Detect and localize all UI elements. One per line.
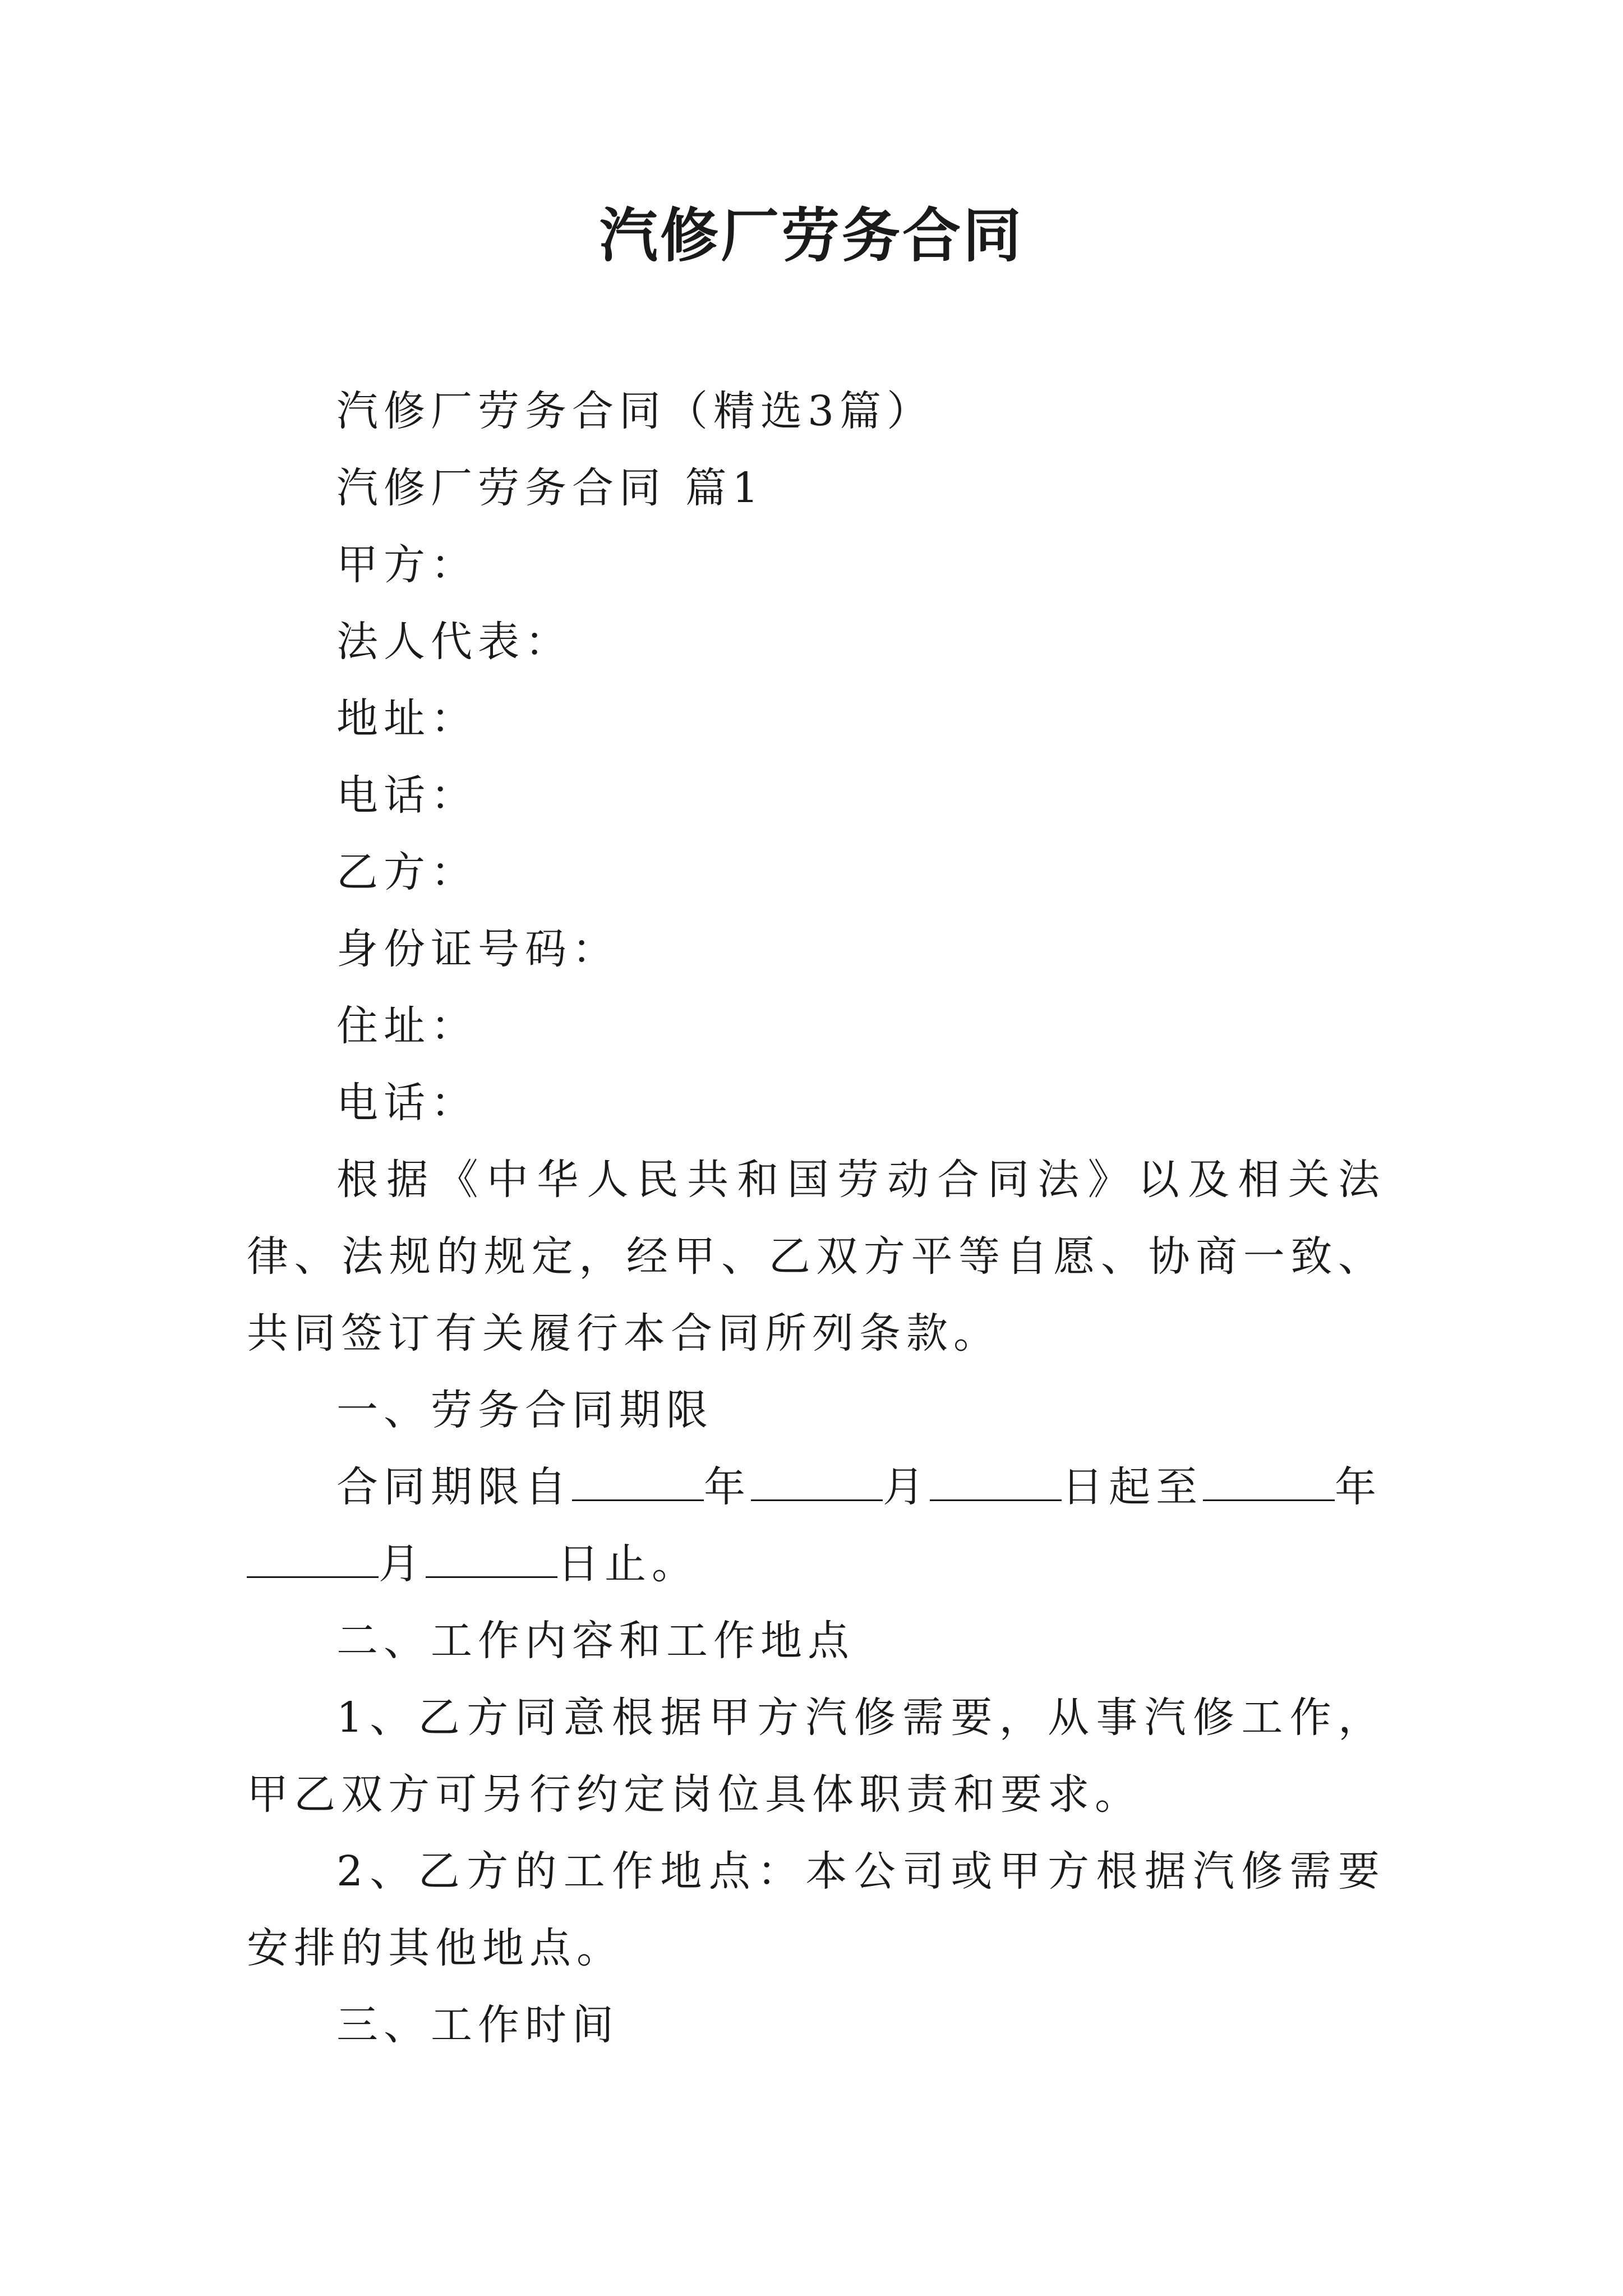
contract-term-line [247,1449,1385,1603]
term-year-1: 年 [704,1463,751,1511]
term-day-start: 日起至 [1062,1463,1203,1511]
section-1-heading: 一、劳务合同期限 [336,1386,713,1434]
party-b-id-number: 身份证号码： [336,925,619,973]
document-title: 汽修厂劳务合同 [599,201,1023,270]
document-body [247,373,1385,2064]
party-a-phone: 电话： [336,771,478,820]
term-month-1: 月 [883,1463,930,1511]
party-a-address: 地址： [336,694,478,743]
term-prefix: 合同期限自 [336,1463,572,1511]
blank-field [930,1466,1062,1501]
blank-field [751,1466,883,1501]
chapter-heading: 汽修厂劳务合同 篇1 [336,464,764,512]
section-2-item-2: 2、乙方的工作地点：本公司或甲方根据汽修需要安排的其他地点。 [247,1847,1385,1972]
party-b-residence: 住址： [336,1002,478,1050]
blank-field [426,1543,557,1578]
party-b-label: 乙方： [336,848,478,896]
document-subtitle: 汽修厂劳务合同（精选3篇） [336,387,934,435]
blank-field [1203,1466,1335,1501]
party-a-legal-rep: 法人代表： [336,618,572,666]
term-day-end: 日止。 [557,1540,699,1588]
term-year-2: 年 [1335,1463,1382,1511]
section-2-item-1: 1、乙方同意根据甲方汽修需要，从事汽修工作，甲乙双方可另行约定岗位具体职责和要求。 [247,1694,1385,1819]
party-b-phone: 电话： [336,1079,478,1127]
section-3-heading: 三、工作时间 [336,2001,619,2049]
blank-field [247,1543,379,1578]
party-a-label: 甲方： [336,541,478,589]
term-month-2: 月 [379,1540,426,1588]
section-2-heading: 二、工作内容和工作地点 [336,1617,855,1665]
blank-field [572,1466,704,1501]
preamble-paragraph: 根据《中华人民共和国劳动合同法》以及相关法律、法规的规定，经甲、乙双方平等自愿、协商一致、共同签订有关履行本合同所列条款。 [247,1156,1385,1358]
